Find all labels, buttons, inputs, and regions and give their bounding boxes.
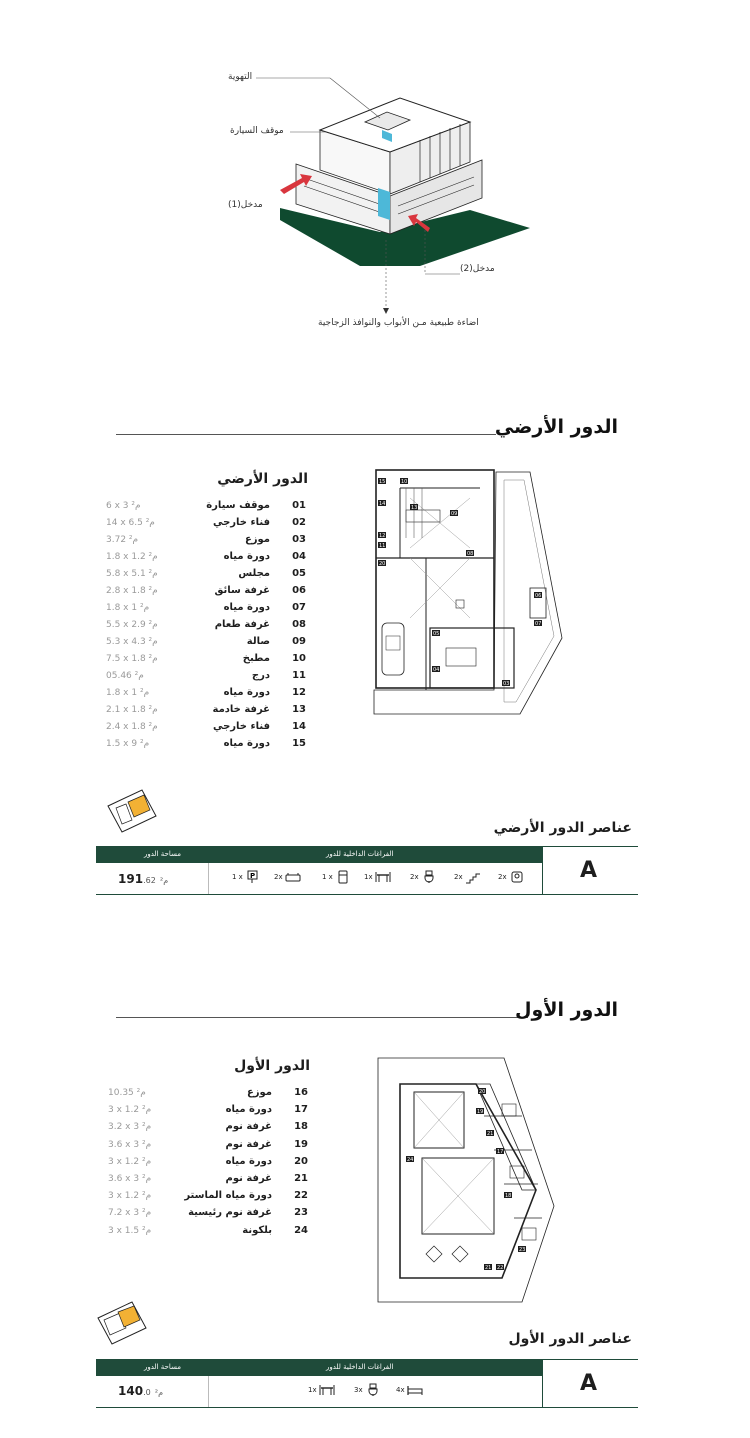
room-number: 04 xyxy=(292,551,306,562)
space-count: 2x xyxy=(274,873,283,881)
room-name: دورة مياه xyxy=(223,602,270,613)
room-dimensions: 2.8 x 1.8 م² xyxy=(106,586,158,596)
room-number: 03 xyxy=(292,534,306,545)
room-dimensions: 3.72 م² xyxy=(106,535,139,545)
room-number: 16 xyxy=(294,1087,308,1098)
room-number: 07 xyxy=(292,602,306,613)
ground-type-letter: A xyxy=(580,858,598,883)
room-name: غرفة نوم رئيسية xyxy=(188,1207,272,1219)
ground-elements-title: عناصر الدور الأرضي xyxy=(493,820,632,836)
room-row xyxy=(108,1173,308,1190)
room-dimensions: 5.8 x 5.1 م² xyxy=(106,569,158,579)
svg-text:23: 23 xyxy=(519,1247,526,1253)
room-name: غرفة سائق xyxy=(214,585,270,596)
room-name: صالة xyxy=(246,636,270,647)
svg-text:17: 17 xyxy=(497,1149,504,1155)
svg-text:08: 08 xyxy=(467,551,474,557)
space-count: 2x xyxy=(454,873,463,881)
dining-table-icon xyxy=(319,1383,335,1397)
room-row xyxy=(106,636,306,653)
ground-area-value: م² 191.62 xyxy=(118,872,169,886)
svg-text:07: 07 xyxy=(535,621,542,627)
dining-table-icon xyxy=(375,870,391,884)
room-dimensions: 5.5 x 2.9 م² xyxy=(106,620,158,630)
first-heading: الدور الأول xyxy=(515,999,618,1021)
room-number: 23 xyxy=(294,1207,308,1219)
room-name: غرفة نوم xyxy=(225,1121,272,1133)
ventilation-label: التهوية xyxy=(228,72,253,82)
room-row xyxy=(106,738,306,755)
room-name: غرفة طعام xyxy=(214,619,270,630)
svg-text:20: 20 xyxy=(379,561,386,567)
bed-icon xyxy=(407,1383,423,1397)
ground-heading-rule xyxy=(116,434,496,435)
first-type-letter: A xyxy=(580,1371,598,1396)
svg-text:22: 22 xyxy=(497,1265,504,1271)
space-count: 1 x xyxy=(232,873,243,881)
room-name: دورة مياه الماستر xyxy=(184,1190,272,1202)
space-count: 2x xyxy=(410,873,419,881)
room-row xyxy=(106,721,306,738)
svg-text:18: 18 xyxy=(505,1193,512,1199)
entrance2-label: مدخل(2) xyxy=(460,264,495,274)
ground-spaces-header: الفراغات الداخلية للدور xyxy=(326,850,394,858)
room-row xyxy=(108,1190,308,1207)
first-floor-plan-drawing xyxy=(372,1056,582,1306)
room-dimensions: 1.5 x 9 م² xyxy=(106,739,150,749)
building-isometric-drawing xyxy=(220,60,540,340)
room-dimensions: 2.4 x 1.8 م² xyxy=(106,722,158,732)
room-row xyxy=(108,1121,308,1138)
first-list-title: الدور الأول xyxy=(234,1058,310,1074)
space-item xyxy=(232,870,261,884)
room-number: 01 xyxy=(292,500,306,511)
svg-text:19: 19 xyxy=(477,1109,484,1115)
space-item xyxy=(354,1383,381,1397)
room-name: دورة مياه xyxy=(223,551,270,562)
space-count: 4x xyxy=(396,1386,405,1394)
ground-elements-table xyxy=(96,846,638,896)
entrance1-label: مدخل(1) xyxy=(228,200,263,210)
room-number: 11 xyxy=(292,670,306,681)
room-dimensions: 3.2 x 3 م² xyxy=(108,1122,152,1133)
room-name: درج xyxy=(251,670,270,681)
room-dimensions: 14 x 6.5 م² xyxy=(106,518,155,528)
room-number: 13 xyxy=(292,704,306,715)
room-dimensions: 5.3 x 4.3 م² xyxy=(106,637,158,647)
bathroom-icon xyxy=(509,870,525,884)
room-dimensions: 6 x 3 م² xyxy=(106,501,141,511)
space-item xyxy=(454,870,481,884)
room-number: 22 xyxy=(294,1190,308,1202)
svg-text:05: 05 xyxy=(433,631,440,637)
first-elements-table xyxy=(96,1359,638,1409)
room-row xyxy=(106,568,306,585)
space-item xyxy=(308,1383,335,1397)
room-name: دورة مياه xyxy=(225,1104,272,1116)
room-number: 18 xyxy=(294,1121,308,1133)
room-dimensions: 1.8 x 1 م² xyxy=(106,603,150,613)
svg-text:15: 15 xyxy=(379,479,386,485)
room-dimensions: 3 x 1.2 م² xyxy=(108,1156,152,1167)
room-name: مطبخ xyxy=(242,653,270,664)
room-number: 19 xyxy=(294,1138,308,1150)
space-item xyxy=(498,870,525,884)
svg-text:20: 20 xyxy=(479,1089,486,1095)
car-icon xyxy=(382,623,404,675)
svg-text:21: 21 xyxy=(485,1265,492,1271)
space-item xyxy=(396,1383,423,1397)
svg-text:21: 21 xyxy=(487,1131,494,1137)
room-row xyxy=(106,687,306,704)
room-row xyxy=(106,653,306,670)
room-row xyxy=(106,534,306,551)
room-number: 14 xyxy=(292,721,306,732)
room-number: 06 xyxy=(292,585,306,596)
fridge-icon xyxy=(335,870,351,884)
space-count: 1x xyxy=(308,1386,317,1394)
first-elements-title: عناصر الدور الأول xyxy=(508,1331,632,1347)
ground-list-title: الدور الأرضي xyxy=(217,471,308,487)
room-number: 09 xyxy=(292,636,306,647)
svg-text:14: 14 xyxy=(379,501,386,507)
room-row xyxy=(108,1087,308,1104)
lighting-label: اضاءة طبيعية مـن الأبواب والنوافذ الزجاجية xyxy=(318,318,479,328)
room-row xyxy=(108,1207,308,1224)
room-dimensions: 1.8 x 1 م² xyxy=(106,688,150,698)
room-number: 12 xyxy=(292,687,306,698)
room-row xyxy=(106,585,306,602)
room-row xyxy=(108,1104,308,1121)
space-count: 1x xyxy=(364,873,373,881)
room-row xyxy=(106,517,306,534)
room-name: غرفة خادمة xyxy=(212,704,270,715)
space-item xyxy=(410,870,437,884)
svg-text:12: 12 xyxy=(379,533,386,539)
stairs-icon xyxy=(465,870,481,884)
space-item xyxy=(274,870,301,884)
room-name: فناء خارجي xyxy=(212,721,270,732)
first-table-header xyxy=(96,1359,542,1376)
room-name: مجلس xyxy=(238,568,270,579)
room-dimensions: 10.35 م² xyxy=(108,1088,146,1098)
room-dimensions: 7.2 x 3 م² xyxy=(108,1208,152,1219)
svg-text:06: 06 xyxy=(535,593,542,599)
room-row xyxy=(108,1156,308,1173)
room-name: موزع xyxy=(246,1087,272,1098)
first-area-value: م² 140.0 xyxy=(118,1384,164,1398)
room-number: 20 xyxy=(294,1155,308,1167)
first-area-header: مساحة الدور xyxy=(144,1363,181,1371)
room-number: 10 xyxy=(292,653,306,664)
room-name: فناء خارجي xyxy=(212,517,270,528)
room-number: 15 xyxy=(292,738,306,749)
room-dimensions: 1.8 x 1.2 م² xyxy=(106,552,158,562)
room-dimensions: 3.6 x 3 م² xyxy=(108,1139,152,1150)
room-name: دورة مياه xyxy=(225,1155,272,1167)
room-row xyxy=(106,500,306,517)
svg-text:04: 04 xyxy=(433,667,440,673)
ground-floor-plan xyxy=(370,468,570,718)
first-heading-rule xyxy=(116,1017,528,1018)
svg-text:03: 03 xyxy=(503,681,510,687)
room-name: غرفة نوم xyxy=(225,1138,272,1150)
first-key-map-icon xyxy=(94,1298,150,1346)
room-dimensions: 2.1 x 1.8 م² xyxy=(106,705,158,715)
room-dimensions: 05.46 م² xyxy=(106,671,144,681)
room-name: دورة مياه xyxy=(223,687,270,698)
room-dimensions: 7.5 x 1.8 م² xyxy=(106,654,158,664)
room-dimensions: 3 x 1.2 م² xyxy=(108,1191,152,1202)
room-name: غرفة نوم xyxy=(225,1173,272,1184)
room-dimensions: 3 x 1.2 م² xyxy=(108,1105,152,1116)
room-number: 08 xyxy=(292,619,306,630)
room-dimensions: 3.6 x 3 م² xyxy=(108,1174,152,1184)
room-name: موزع xyxy=(244,534,270,545)
room-row xyxy=(106,619,306,636)
svg-text:13: 13 xyxy=(411,505,418,511)
room-number: 02 xyxy=(292,517,306,528)
ground-area-header: مساحة الدور xyxy=(144,850,181,858)
svg-text:10: 10 xyxy=(401,479,408,485)
sofa-icon xyxy=(285,870,301,884)
room-number: 24 xyxy=(294,1224,308,1236)
room-row xyxy=(106,704,306,721)
first-floor-plan xyxy=(372,1056,582,1306)
room-name: دورة مياه xyxy=(223,738,270,749)
room-row xyxy=(106,551,306,568)
isometric-diagram xyxy=(220,60,540,340)
room-dimensions: 3 x 1.5 م² xyxy=(108,1225,152,1236)
svg-text:P: P xyxy=(249,872,255,880)
room-name: موقف سيارة xyxy=(206,500,270,511)
ground-table-header xyxy=(96,846,542,863)
space-count: 2x xyxy=(498,873,507,881)
room-row xyxy=(106,670,306,687)
ground-heading: الدور الأرضي xyxy=(494,416,618,438)
toilet-icon xyxy=(365,1383,381,1397)
room-number: 17 xyxy=(294,1104,308,1116)
room-name: بلكونة xyxy=(242,1224,272,1236)
space-item xyxy=(364,870,391,884)
space-count: 1 x xyxy=(322,873,333,881)
room-number: 05 xyxy=(292,568,306,579)
ground-key-map-icon xyxy=(104,786,160,834)
room-row xyxy=(106,602,306,619)
parking-icon xyxy=(245,870,261,884)
parking-label: موقف السيارة xyxy=(230,126,284,136)
room-row xyxy=(108,1225,308,1242)
first-spaces-header: الفراغات الداخلية للدور xyxy=(326,1363,394,1371)
toilet-icon xyxy=(421,870,437,884)
room-number: 21 xyxy=(294,1173,308,1184)
room-row xyxy=(108,1139,308,1156)
svg-text:11: 11 xyxy=(379,543,386,549)
svg-text:09: 09 xyxy=(451,511,458,517)
space-item xyxy=(322,870,351,884)
ground-floor-plan-drawing xyxy=(370,468,570,718)
svg-text:24: 24 xyxy=(407,1157,414,1163)
space-count: 3x xyxy=(354,1386,363,1394)
